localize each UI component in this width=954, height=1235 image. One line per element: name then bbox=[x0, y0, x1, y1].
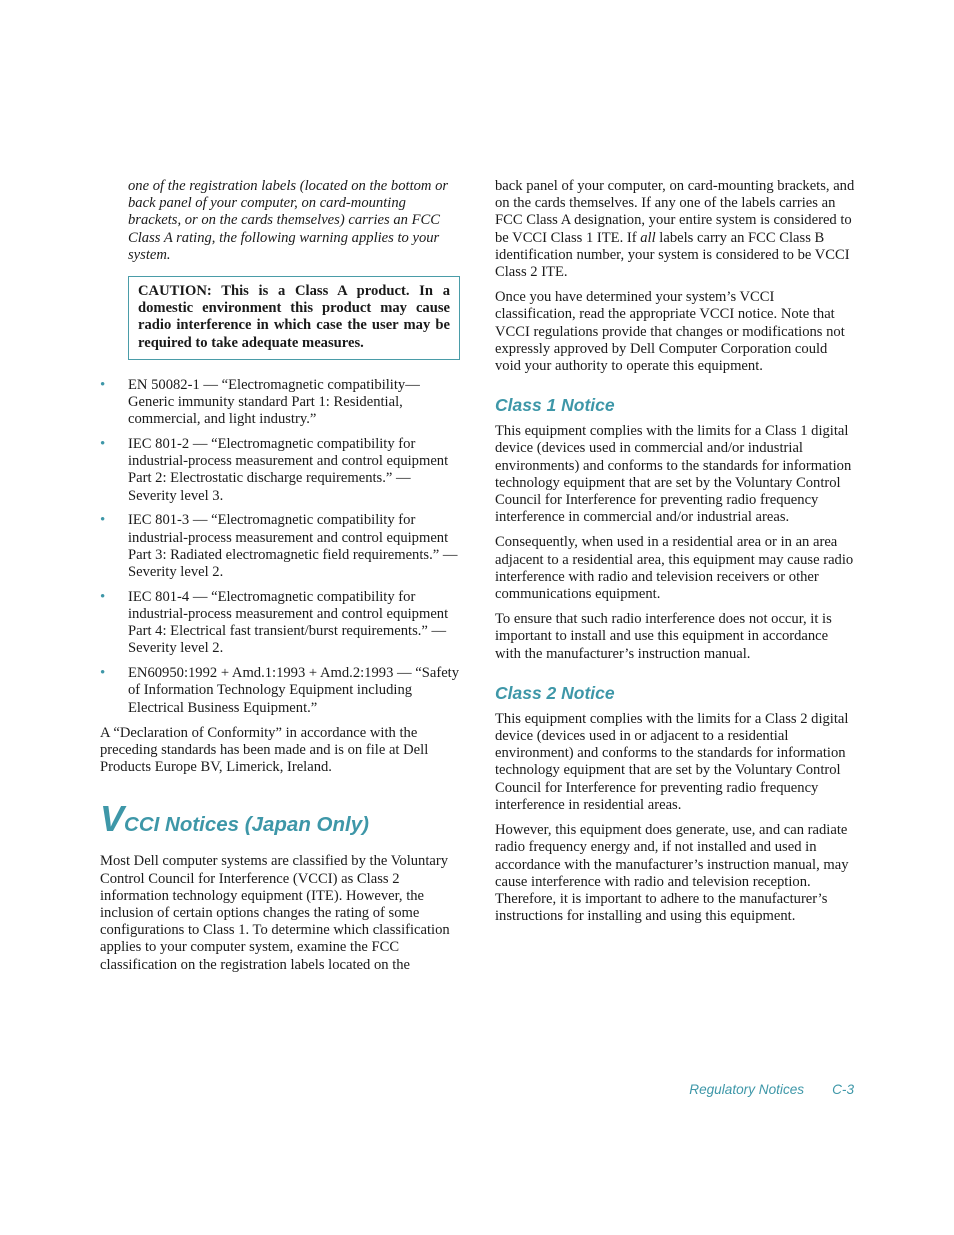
class1-paragraph: Consequently, when used in a residential area or in an area adjacent to a residential area, this equipment may cause radio interference with radio and television receivers or other communications equipment. bbox=[495, 534, 854, 603]
class1-paragraph: This equipment complies with the limits for a Class 1 digital device (devices used in commercial and/or industrial environments) and conforms to the standards for information technology equipment that are set by the Voluntary Control Council for Interference for preventing radio frequency interference in commercial and/or industrial areas. bbox=[495, 423, 852, 526]
bullet-icon: • bbox=[100, 436, 106, 453]
heading-text: CCI Notices (Japan Only) bbox=[124, 813, 369, 837]
standards-list bbox=[100, 377, 460, 717]
list-item-text: IEC 801-2 — “Electromagnetic compatibility for industrial-process measurement and control equipment Part 2: Electrostatic discharge requirements.” — Severity level 3. bbox=[128, 436, 449, 504]
continuation-text-after: labels carry an FCC Class B identification number, your system is considered to be VCCI Class 2 ITE. bbox=[495, 229, 850, 281]
continuation-emphasis: all bbox=[640, 229, 656, 246]
classification-paragraph: Once you have determined your system’s VCCI classification, read the appropriate VCCI notice. Note that VCCI regulations provide that changes or modifications not expressly approved by Dell Computer Corporation could void your authority to operate this equipment. bbox=[495, 289, 845, 375]
heading-dropcap: V bbox=[100, 798, 125, 840]
list-item-text: EN60950:1992 + Amd.1:1993 + Amd.2:1993 — “Safety of Information Technology Equipment including Electrical Business Equipment.” bbox=[128, 665, 460, 716]
vcci-paragraph: Most Dell computer systems are classified by the Voluntary Control Council for Interference (VCCI) as Class 2 information technology equipment (ITE). However, the inclusion of certain options changes the rating of some configurations to Class 1. To determine which classification applies to your computer system, examine the FCC classification on the registration labels located on the bbox=[100, 853, 450, 973]
left-column bbox=[100, 178, 460, 982]
list-item bbox=[100, 665, 460, 717]
bullet-icon: • bbox=[100, 588, 106, 605]
list-item-text: IEC 801-3 — “Electromagnetic compatibility for industrial-process measurement and control equipment Part 3: Radiated electromagnetic field requirements.” — Severity level 2. bbox=[128, 512, 458, 581]
right-column bbox=[495, 178, 855, 933]
list-item bbox=[100, 436, 460, 505]
bullet-icon: • bbox=[100, 665, 106, 682]
bullet-icon: • bbox=[100, 376, 106, 393]
page-number: C-3 bbox=[832, 1082, 854, 1097]
vcci-section-heading bbox=[100, 798, 460, 840]
continuation-paragraph bbox=[495, 178, 855, 281]
list-item-text: IEC 801-4 — “Electromagnetic compatibility for industrial-process measurement and control equipment Part 4: Electrical fast transient/burst requirements.” — Severity level 2. bbox=[128, 588, 449, 657]
class2-paragraph: This equipment complies with the limits for a Class 2 digital device (devices used in or adjacent to a residential environment) and conforms to the standards for information technology equipment that are set by the Voluntary Control Council for Interference for preventing radio frequency interference in residential areas. bbox=[495, 710, 849, 813]
list-item bbox=[100, 512, 460, 581]
declaration-paragraph: A “Declaration of Conformity” in accordance with the preceding standards has been made and is on file at Dell Products Europe BV, Limerick, Ireland. bbox=[100, 724, 429, 776]
list-item bbox=[100, 377, 460, 429]
list-item bbox=[100, 589, 460, 658]
bullet-icon: • bbox=[100, 512, 106, 529]
class1-heading: Class 1 Notice bbox=[495, 395, 615, 416]
class1-paragraph: To ensure that such radio interference does not occur, it is important to install and use this equipment in accordance with the manufacturer’s instruction manual. bbox=[495, 611, 832, 662]
class2-heading: Class 2 Notice bbox=[495, 682, 615, 703]
caution-box: CAUTION: This is a Class A product. In a domestic environment this product may cause radio interference in which case the user may be required to take adequate measures. bbox=[128, 276, 460, 360]
page-footer bbox=[600, 1082, 854, 1097]
class2-paragraph: However, this equipment does generate, use, and can radiate radio frequency energy and, if not installed and used in accordance with the manufacturer’s instruction manual, may cause interference with radio and television reception. Therefore, it is important to adhere to the manufacturer’s instructions for installing and using this equipment. bbox=[495, 822, 849, 925]
continuation-text-before: back panel of your computer, on card-mounting brackets, and on the cards themselves. If any one of the labels carries an FCC Class A designation, your entire system is considered to be VCCI Class 1 ITE. If bbox=[495, 178, 855, 246]
intro-paragraph: one of the registration labels (located on the bottom or back panel of your computer, on card-mounting brackets, or on the cards themselves) carries an FCC Class A rating, the following warning applies to your system. bbox=[128, 178, 449, 263]
list-item-text: EN 50082-1 — “Electromagnetic compatibility—Generic immunity standard Part 1: Residential, commercial, and light industry.” bbox=[128, 376, 420, 428]
footer-section-title: Regulatory Notices bbox=[689, 1082, 805, 1097]
